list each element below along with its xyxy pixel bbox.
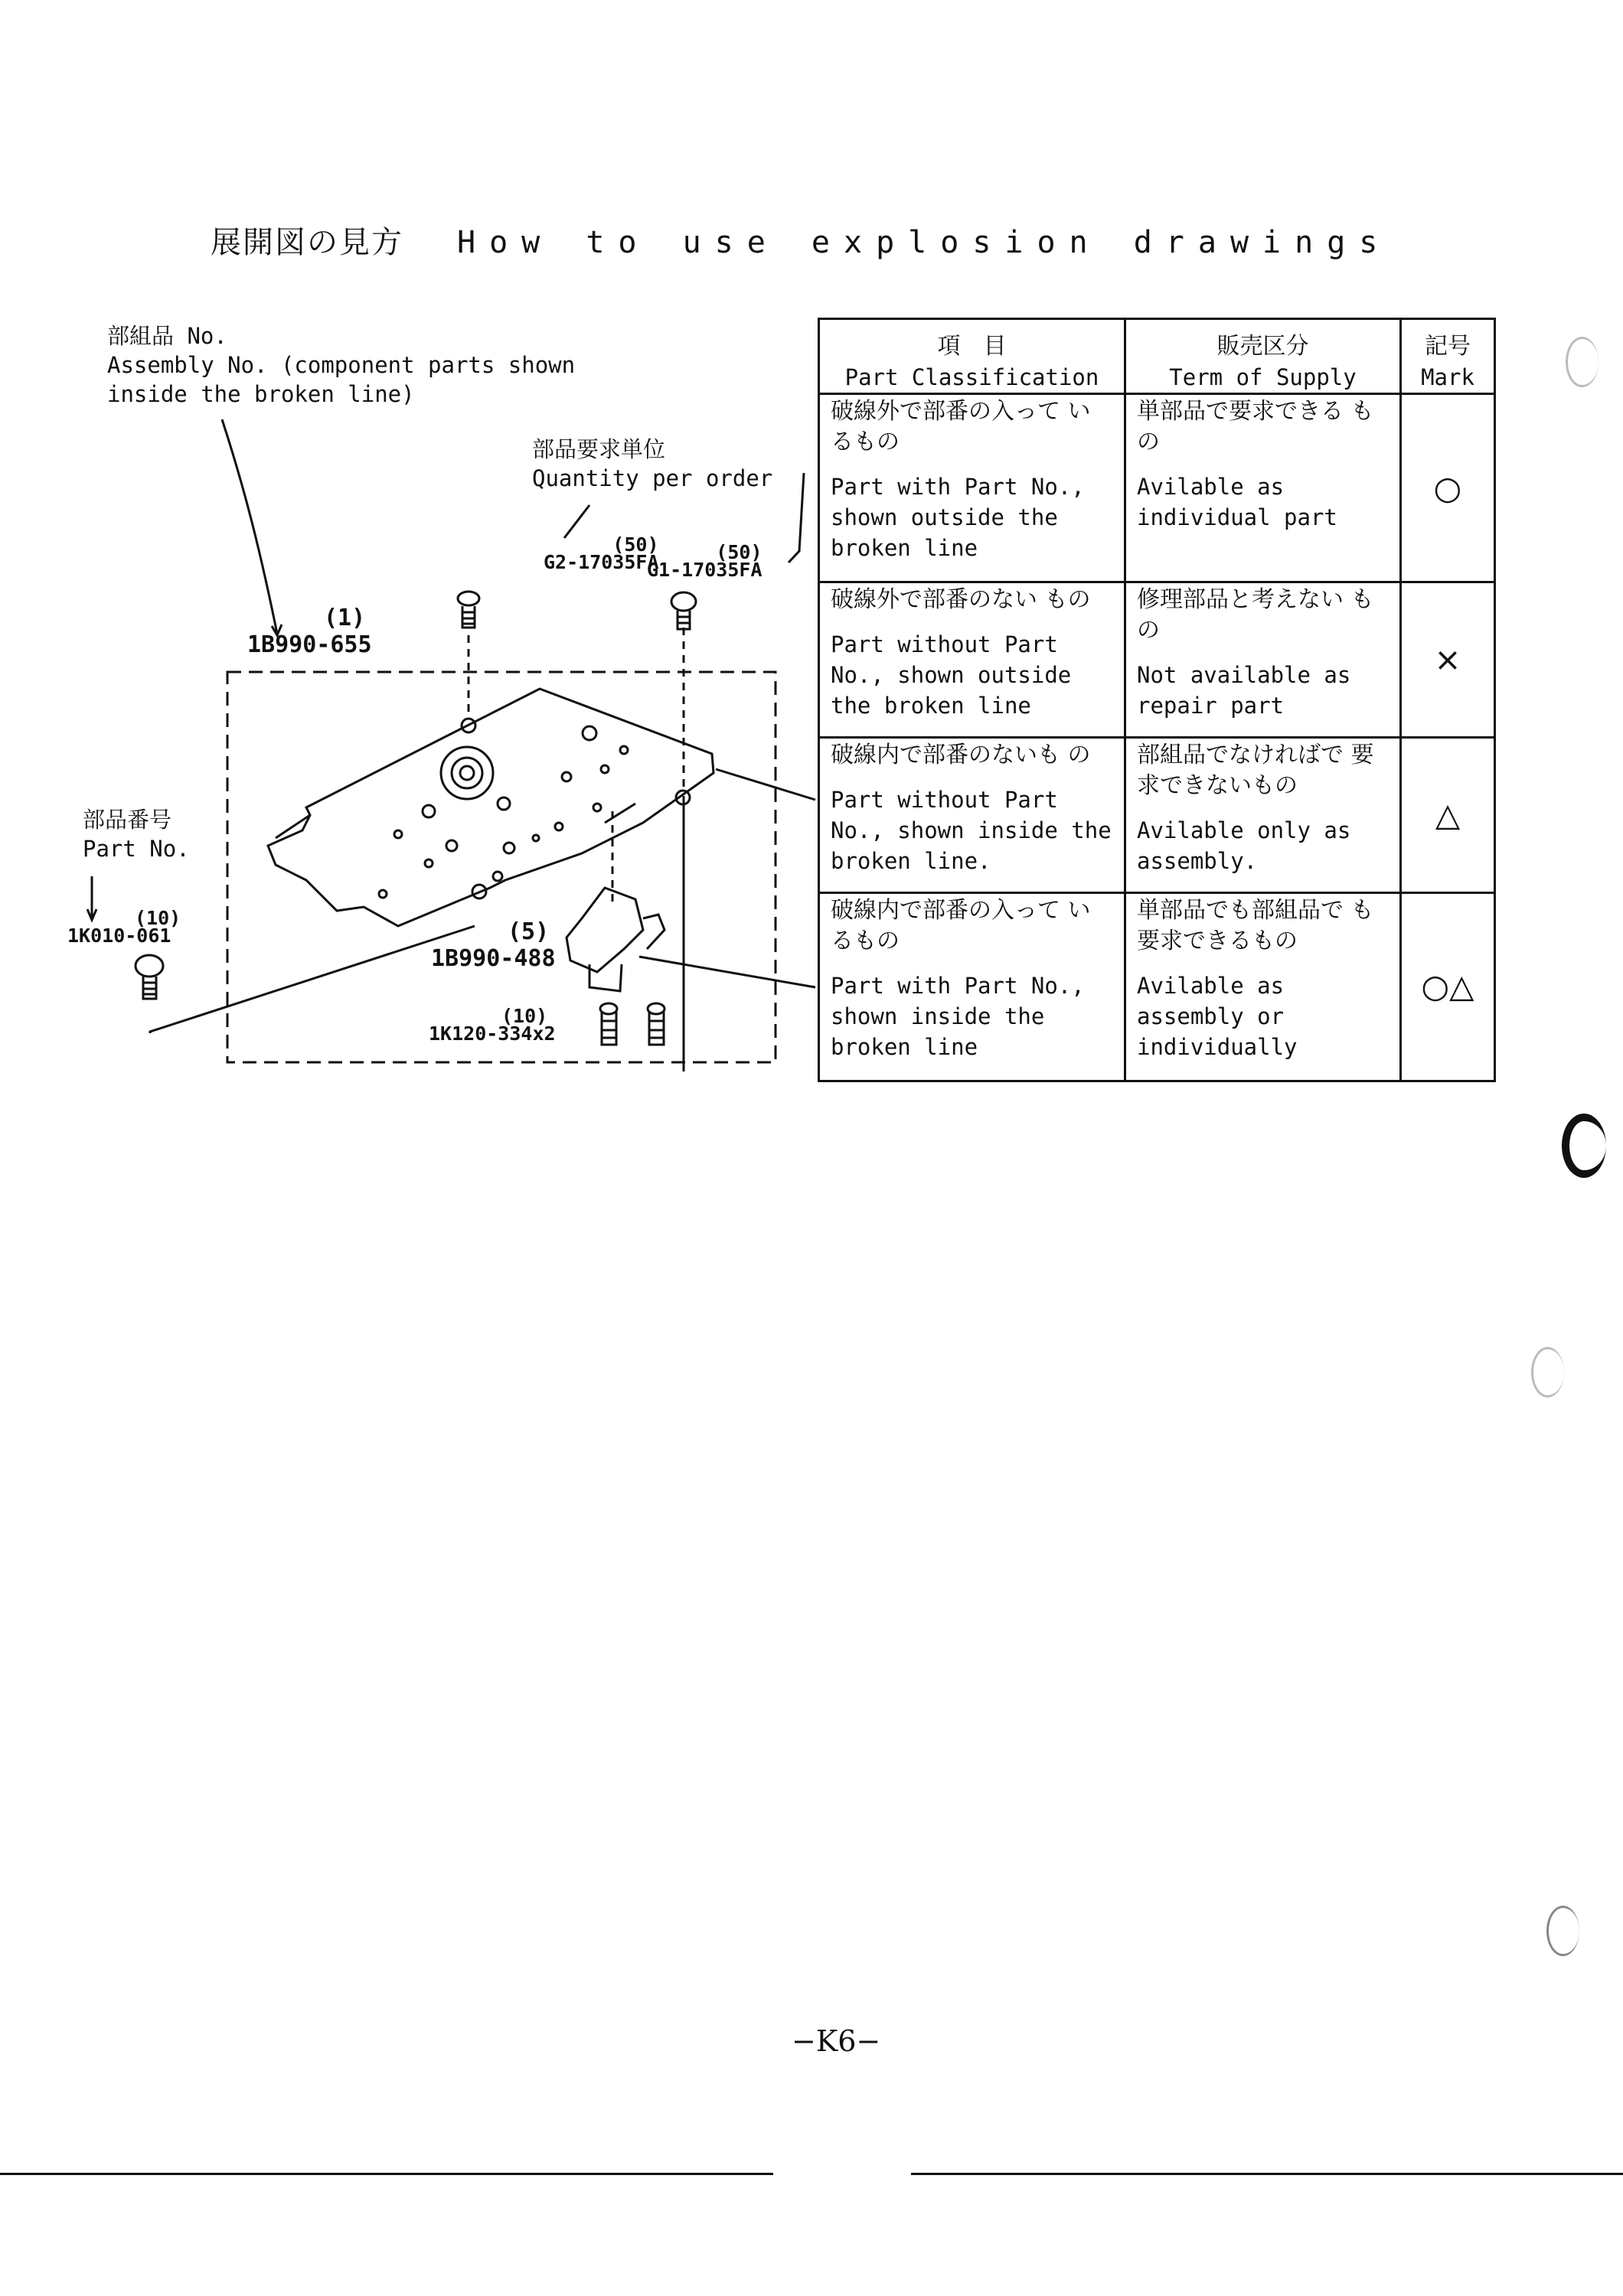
row-supply: 単部品でも部組品で も要求できるもの Avilable as assembly or individually	[1125, 892, 1401, 1081]
classification-table	[818, 318, 1496, 1082]
assembly-label-en-2: inside the broken line)	[107, 381, 415, 407]
bottom-rule-right	[911, 2173, 1623, 2175]
binding-hole-mark	[1562, 1114, 1606, 1178]
switch-part	[567, 888, 643, 972]
screw-1k010	[136, 955, 163, 999]
title-en: How to use explosion drawings	[457, 225, 1392, 260]
bottom-rule-left	[0, 2173, 773, 2175]
row-mark: ×	[1401, 582, 1495, 738]
row-classification: 破線内で部番の入って いるもの Part with Part No., shown inside the broken line	[819, 892, 1125, 1081]
page-number: −K6−	[792, 2024, 881, 2058]
quantity-label-jp: 部品要求単位	[532, 436, 666, 462]
partno-label-en: Part No.	[83, 836, 190, 862]
screw-g1	[671, 592, 696, 629]
row-supply: 部組品でなければで 要求できないもの Avilable only as assembly.	[1125, 737, 1401, 892]
header-classification: 項 目 Part Classification	[819, 319, 1125, 394]
table-row	[819, 737, 1495, 892]
table-header-row	[819, 319, 1495, 394]
table-row	[819, 892, 1495, 1081]
row-supply: 修理部品と考えない もの Not available as repair part	[1125, 582, 1401, 738]
binding-hole-mark	[1546, 1906, 1579, 1956]
part-callout-g2: (50) G2-17035FA	[544, 533, 659, 573]
assembly-label-jp: 部組品 No.	[107, 323, 227, 349]
table-row	[819, 394, 1495, 582]
broken-line-box	[227, 672, 776, 1062]
header-mark: 記号 Mark	[1401, 319, 1495, 394]
part-callout-screw: (10) 1K010-061	[67, 907, 181, 947]
table-row	[819, 582, 1495, 738]
assembly-label-en-1: Assembly No. (component parts shown	[107, 352, 576, 378]
part-callout-assembly: (1) 1B990-655	[247, 605, 372, 658]
partno-label-jp: 部品番号	[83, 807, 172, 833]
screw-1k120-b	[648, 1003, 665, 1045]
row-classification: 破線内で部番のないも の Part without Part No., shown inside the broken line.	[819, 737, 1125, 892]
part-callout-g1: (50) G1-17035FA	[647, 541, 763, 581]
screw-g2	[458, 592, 479, 628]
quantity-leader	[564, 505, 589, 538]
row-classification: 破線外で部番のない もの Part without Part No., shown outside the broken line	[819, 582, 1125, 738]
screw-1k120-a	[600, 1003, 617, 1045]
row-supply: 単部品で要求できる もの Avilable as individual part	[1125, 394, 1401, 582]
row-mark: ○	[1401, 394, 1495, 582]
part-callout-screws2: (10) 1K120-334x2	[429, 1005, 556, 1045]
quantity-label-en: Quantity per order	[532, 465, 773, 491]
part-callout-switch: (5) 1B990-488	[431, 918, 556, 972]
row-mark: △	[1401, 737, 1495, 892]
plate	[268, 689, 714, 926]
assembly-leader	[222, 419, 277, 634]
binding-hole-mark	[1566, 337, 1599, 387]
title-jp: 展開図の見方	[211, 225, 403, 260]
row-classification: 破線外で部番の入って いるもの Part with Part No., shown outside the broken line	[819, 394, 1125, 582]
row-mark: ○△	[1401, 892, 1495, 1081]
header-supply: 販売区分 Term of Supply	[1125, 319, 1401, 394]
binding-hole-mark	[1531, 1347, 1564, 1397]
